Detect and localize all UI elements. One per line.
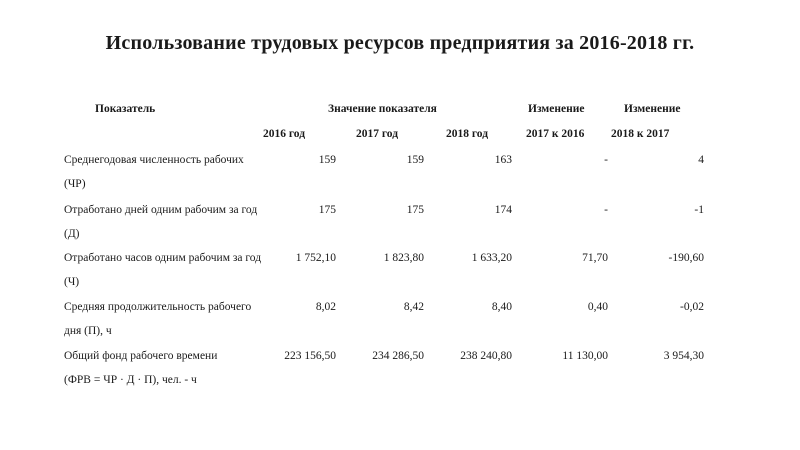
table-cell-2016: 175 xyxy=(318,204,336,216)
table-cell-change-2: 3 954,30 xyxy=(663,350,704,362)
table-cell-2018: 163 xyxy=(494,154,512,166)
table-row-label: Средняя продолжительность рабочего дня (П), ч xyxy=(64,301,252,337)
table-cell-2016: 223 156,50 xyxy=(284,350,336,362)
table-row-label: Общий фонд рабочего времени (ФРВ = ЧР · Д · П), чел. - ч xyxy=(64,350,218,386)
header-year-2017: 2017 год xyxy=(356,128,399,140)
table-cell-change-2: -1 xyxy=(694,204,704,216)
slide-title: Использование трудовых ресурсов предприятия за 2016-2018 гг. xyxy=(105,32,695,54)
table-cell-2016: 1 752,10 xyxy=(295,252,336,264)
header-year-2018: 2018 год xyxy=(446,128,489,140)
table-cell-2017: 175 xyxy=(406,204,424,216)
table-cell-change-2: -0,02 xyxy=(680,301,704,313)
header-change-2-sub: 2018 к 2017 xyxy=(611,128,670,140)
header-change-1-sub: 2017 к 2016 xyxy=(526,128,585,140)
header-change-1: Изменение xyxy=(528,103,585,115)
table-cell-change-2: 4 xyxy=(698,154,704,166)
table-row-label: Отработано часов одним рабочим за год (Ч) xyxy=(64,252,262,288)
table-cell-change-1: - xyxy=(604,204,608,216)
table-cell-change-1: 0,40 xyxy=(587,301,608,313)
table-row-label: Среднегодовая численность рабочих (ЧР) xyxy=(64,154,244,190)
table-cell-change-1: 11 130,00 xyxy=(562,350,608,362)
table-cell-2018: 238 240,80 xyxy=(460,350,512,362)
header-value: Значение показателя xyxy=(328,103,437,115)
table-cell-2017: 8,42 xyxy=(403,301,424,313)
table-row-label: Отработано дней одним рабочим за год (Д) xyxy=(64,204,258,240)
table-cell-change-1: - xyxy=(604,154,608,166)
table-cell-2018: 174 xyxy=(494,204,512,216)
table-cell-2017: 159 xyxy=(406,154,424,166)
table-cell-change-2: -190,60 xyxy=(668,252,704,264)
header-year-2016: 2016 год xyxy=(263,128,306,140)
table-cell-change-1: 71,70 xyxy=(582,252,608,264)
table-cell-2018: 1 633,20 xyxy=(471,252,512,264)
table-cell-2018: 8,40 xyxy=(491,301,512,313)
header-change-2: Изменение xyxy=(624,103,681,115)
table-cell-2016: 159 xyxy=(318,154,336,166)
header-indicator: Показатель xyxy=(95,103,156,115)
table-cell-2017: 1 823,80 xyxy=(383,252,424,264)
table-cell-2016: 8,02 xyxy=(315,301,336,313)
table-cell-2017: 234 286,50 xyxy=(372,350,424,362)
